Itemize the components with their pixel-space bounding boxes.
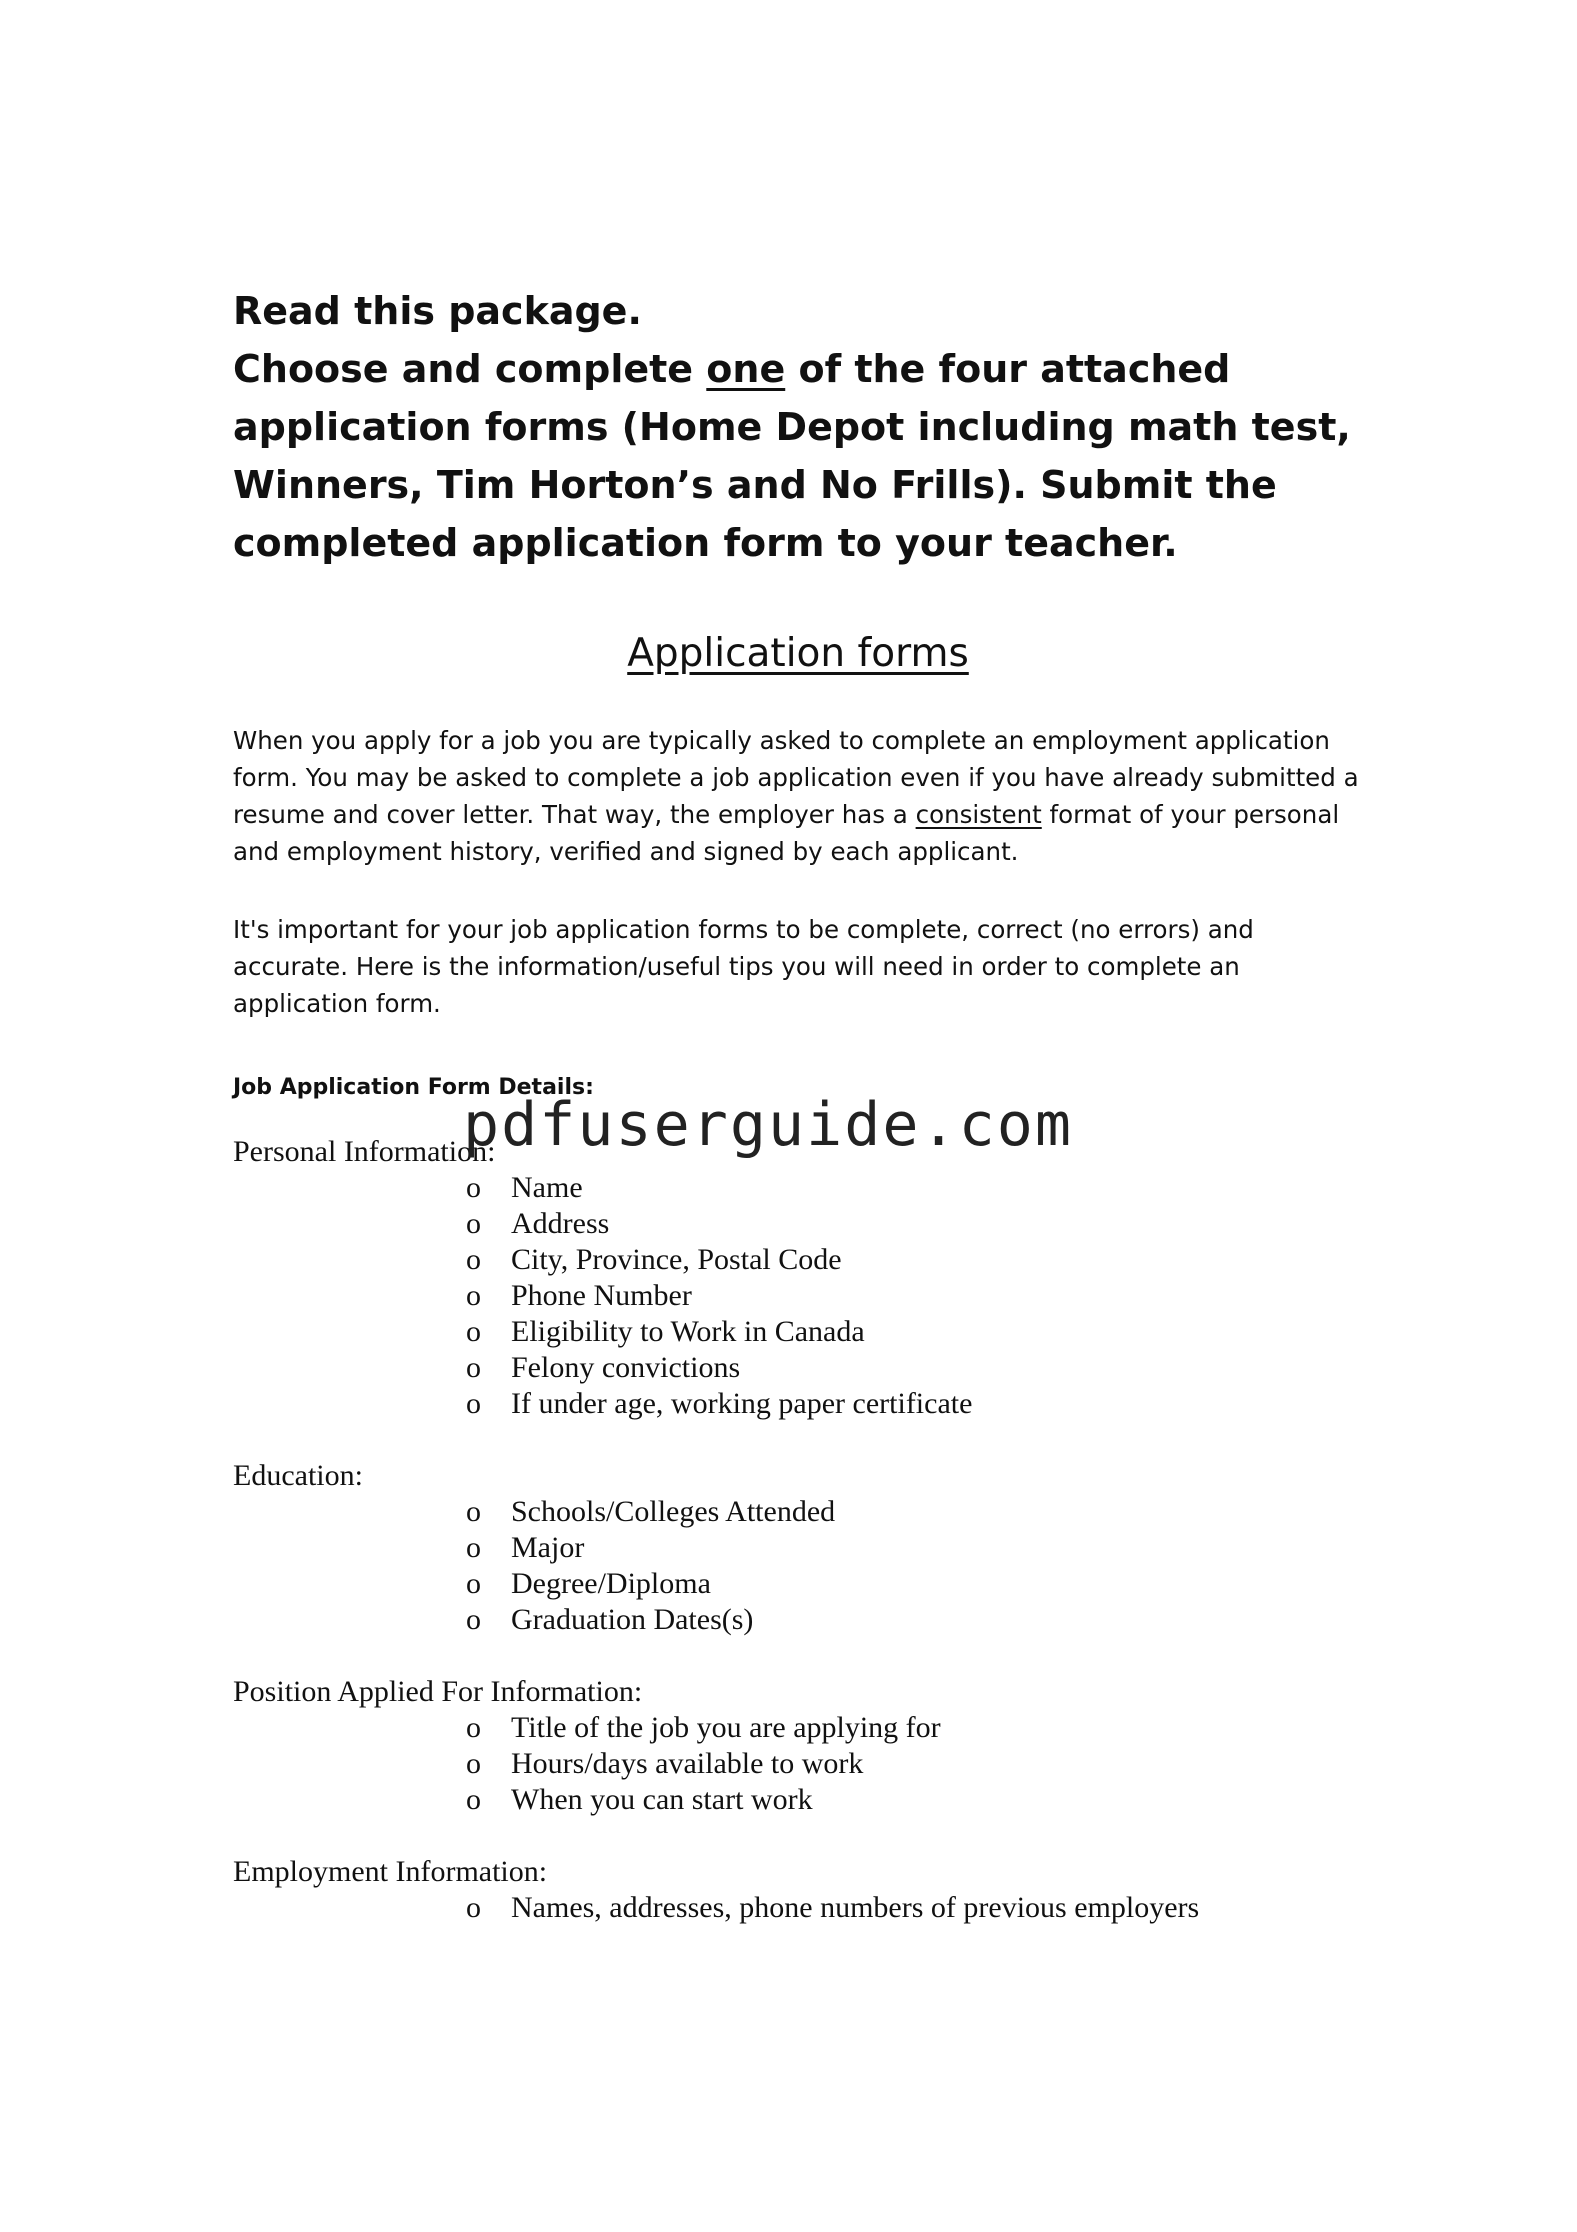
list-item: [466, 1494, 1363, 1530]
item-list: [233, 1710, 1363, 1818]
intro-line-2-rest: of the four attached application forms (Home Depot including math test, Winners, Tim Horton’s and No Frills). Submit the completed application form to your teacher.: [233, 347, 1351, 565]
paragraph-1-end: format of your personal and employment history, verified and signed by each applicant.: [233, 800, 1340, 866]
bullet-marker: o: [466, 1387, 481, 1420]
group-personal-information: [233, 1134, 1363, 1422]
list-item: [466, 1350, 1363, 1386]
bullet-marker: o: [466, 1891, 481, 1924]
list-item-text: Major: [511, 1531, 585, 1564]
intro-line-1: Read this package.: [233, 289, 642, 333]
list-item: [466, 1710, 1363, 1746]
group-label: Position Applied For Information:: [233, 1675, 643, 1708]
bullet-marker: o: [466, 1243, 481, 1276]
list-item-text: Title of the job you are applying for: [511, 1711, 941, 1744]
list-item: [466, 1242, 1363, 1278]
item-list: [233, 1890, 1363, 1926]
bullet-marker: o: [466, 1783, 481, 1816]
intro-emphasis-one: one: [706, 347, 786, 391]
bullet-marker: o: [466, 1207, 481, 1240]
list-item-text: If under age, working paper certificate: [511, 1387, 973, 1420]
group-label: Personal Information:: [233, 1135, 496, 1168]
intro-instructions: [233, 282, 1363, 572]
list-item: [466, 1782, 1363, 1818]
section-title: Application forms: [627, 631, 969, 676]
list-item-text: Address: [511, 1207, 610, 1240]
paragraph-1-start: When you apply for a job you are typically asked to complete an employment application form. You may be asked to complete a job application even if you have already submitted a resume and cover letter. That way, the employer has a: [233, 726, 1359, 829]
group-label: Employment Information:: [233, 1855, 548, 1888]
list-item: [466, 1602, 1363, 1638]
bullet-marker: o: [466, 1747, 481, 1780]
list-item-text: City, Province, Postal Code: [511, 1243, 842, 1276]
list-item-text: Degree/Diploma: [511, 1567, 711, 1600]
bullet-marker: o: [466, 1315, 481, 1348]
list-item-text: Hours/days available to work: [511, 1747, 864, 1780]
bullet-marker: o: [466, 1279, 481, 1312]
group-education: [233, 1458, 1363, 1638]
list-item-text: Name: [511, 1171, 583, 1204]
details-heading: Job Application Form Details:: [233, 1075, 594, 1100]
bullet-marker: o: [466, 1603, 481, 1636]
list-item-text: When you can start work: [511, 1783, 813, 1816]
item-list: [233, 1170, 1363, 1422]
list-item: [466, 1386, 1363, 1422]
paragraph-1: [233, 722, 1363, 870]
bullet-marker: o: [466, 1171, 481, 1204]
list-item: [466, 1206, 1363, 1242]
paragraph-1-emphasis: consistent: [915, 800, 1042, 829]
list-item: [466, 1278, 1363, 1314]
list-item-text: Graduation Dates(s): [511, 1603, 754, 1636]
list-item: [466, 1530, 1363, 1566]
list-item: [466, 1890, 1363, 1926]
list-item: [466, 1566, 1363, 1602]
list-item: [466, 1170, 1363, 1206]
list-item-text: Felony convictions: [511, 1351, 741, 1384]
list-item-text: Eligibility to Work in Canada: [511, 1315, 865, 1348]
watermark-text: pdfuserguide.com: [463, 1090, 1073, 1160]
group-position-applied-for: [233, 1674, 1363, 1818]
list-item-text: Phone Number: [511, 1279, 692, 1312]
bullet-marker: o: [466, 1351, 481, 1384]
bullet-marker: o: [466, 1495, 481, 1528]
item-list: [233, 1494, 1363, 1638]
list-item-text: Names, addresses, phone numbers of previous employers: [511, 1891, 1200, 1924]
list-item-text: Schools/Colleges Attended: [511, 1495, 836, 1528]
group-label: Education:: [233, 1459, 363, 1492]
bullet-marker: o: [466, 1567, 481, 1600]
bullet-marker: o: [466, 1531, 481, 1564]
paragraph-2: It's important for your job application forms to be complete, correct (no errors) and accurate. Here is the information/useful tips you will need in order to complete an application form.: [233, 915, 1254, 1018]
list-item: [466, 1314, 1363, 1350]
group-employment-information: [233, 1854, 1363, 1926]
intro-line-2-start: Choose and complete: [233, 347, 707, 391]
list-item: [466, 1746, 1363, 1782]
bullet-marker: o: [466, 1711, 481, 1744]
